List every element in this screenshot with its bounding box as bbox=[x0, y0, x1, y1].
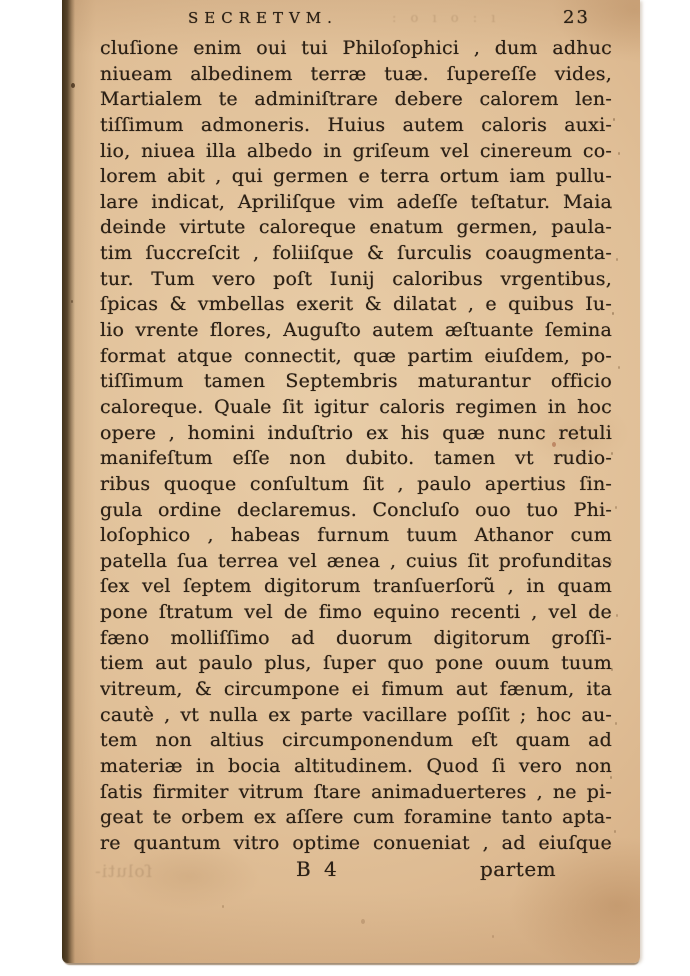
text-line: format atque connectit, quæ partim eiuſdem, po- bbox=[100, 344, 612, 367]
text-line: niueam albedinem terræ tuæ. ſupereſſe vides, bbox=[100, 62, 612, 85]
text-line: tur. Tum vero poſt Iunij caloribus vrgentibus, bbox=[100, 267, 612, 290]
text-line: Martialem te adminiſtrare debere calorem len- bbox=[100, 88, 612, 111]
text-line: gula ordine declaremus. Concluſo ouo tuo Phi- bbox=[100, 498, 612, 521]
text-line: tiſſimum tamen Septembris maturantur officio bbox=[100, 370, 612, 393]
text-line: ſpicas & vmbellas exerit & dilatat , e quibus Iu- bbox=[100, 293, 612, 316]
text-line: tiem aut paulo plus, ſuper quo pone ouum tuum bbox=[100, 652, 612, 675]
text-line: manifeſtum eſſe non dubito. tamen vt rudio- bbox=[100, 447, 612, 470]
signature-mark: B 4 bbox=[296, 857, 337, 881]
text-line: cluſione enim oui tui Philoſophici , dum adhuc bbox=[100, 37, 612, 59]
page-gutter-edge bbox=[62, 0, 75, 963]
text-line: tim ſuccreſcit , foliiſque & ſurculis coaugmenta- bbox=[100, 242, 612, 265]
text-line: geat te orbem ex aſſere cum foramine tanto apta- bbox=[100, 806, 612, 829]
text-line: fæno molliſſimo ad duorum digitorum groſſi- bbox=[100, 626, 612, 649]
text-line: re quantum vitro optime conueniat , ad eiuſque bbox=[100, 831, 612, 854]
text-line: opere , homini induſtrio ex his quæ nunc retuli bbox=[100, 421, 612, 444]
text-line: ſex vel ſeptem digitorum tranſuerſorũ , in quam bbox=[100, 575, 612, 598]
book-page bbox=[62, 0, 640, 963]
text-line: lorem abit , qui germen e terra ortum iam pullu- bbox=[100, 165, 612, 188]
text-line: materiæ in bocia altitudinem. Quod ſi vero non bbox=[100, 754, 612, 777]
text-line: lio vrente flores, Auguſto autem æſtuante ſemina bbox=[100, 319, 612, 342]
footer-line bbox=[100, 857, 612, 885]
text-line: cautè , vt nulla ex parte vacillare poſſit ; hoc au- bbox=[100, 703, 612, 726]
text-line: deinde virtute caloreque enatum germen, paula- bbox=[100, 216, 612, 239]
text-line: vitreum, & circumpone ei fimum aut fænum, ita bbox=[100, 678, 612, 701]
catchword: partem bbox=[480, 857, 557, 881]
text-line: tiſſimum admoneris. Huius autem caloris auxi- bbox=[100, 113, 612, 136]
text-line: tem non altius circumponendum eſt quam ad bbox=[100, 729, 612, 752]
paper-specks bbox=[62, 0, 64, 3]
text-line: lio, niuea illa albedo in griſeum vel cinereum co- bbox=[100, 139, 612, 162]
text-line: ſatis firmiter vitrum ſtare animaduerteres , ne pi- bbox=[100, 780, 612, 803]
text-line: ribus quoque conſultum ſit , paulo apertius ſin- bbox=[100, 472, 612, 495]
text-line: pone ſtratum vel de fimo equino recenti , vel de bbox=[100, 601, 612, 624]
text-line: loſophico , habeas furnum tuum Athanor cum bbox=[100, 524, 612, 547]
verso-bleedthrough-text: ſoluti- bbox=[94, 862, 152, 882]
page-number: 23 bbox=[563, 7, 590, 28]
text-line: patella ſua terrea vel ænea , cuius ſit profunditas bbox=[100, 549, 612, 572]
text-line: lare indicat, Apriliſque vim adeſſe teſtatur. Maia bbox=[100, 190, 612, 213]
running-title: SECRETVM. bbox=[188, 9, 338, 27]
text-line: caloreque. Quale ſit igitur caloris regimen in hoc bbox=[100, 395, 612, 418]
showthrough-marks: : o ı o : ı bbox=[392, 11, 501, 26]
body-text bbox=[100, 36, 612, 857]
